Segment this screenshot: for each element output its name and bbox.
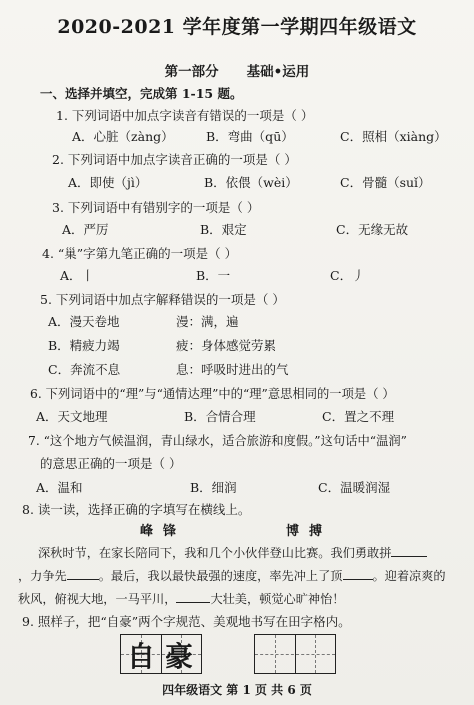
section-name: 基础•运用 bbox=[246, 64, 310, 80]
q7-stem-line1: 7. “这个地方气候温润，青山绿水，适合旅游和度假。”这句话中“温润” bbox=[28, 434, 407, 448]
q5-option-a-def: 漫：满，遍 bbox=[176, 314, 239, 329]
q1-option-a: A．心脏（zàng） bbox=[72, 129, 174, 144]
section-part: 第一部分 bbox=[164, 64, 219, 80]
q8-passage-text-2c: 。迎着凉爽的 bbox=[372, 569, 446, 583]
q5-option-c-def: 息：呼吸时进出的气 bbox=[176, 362, 289, 377]
q2-stem: 2. 下列词语中加点字读音正确的一项是（ ） bbox=[52, 152, 297, 167]
q7-option-c: C．温暖润湿 bbox=[318, 480, 391, 495]
section-header bbox=[0, 60, 474, 80]
q8-passage-line3 bbox=[18, 590, 345, 607]
q4-stem: 4. “巢”字第九笔正确的一项是（ ） bbox=[42, 246, 238, 261]
q6-option-b: B．合情合理 bbox=[184, 409, 256, 424]
q7-option-b: B．细润 bbox=[190, 480, 237, 495]
q3-option-b: B．艰定 bbox=[200, 222, 247, 237]
q8-passage-text-3b: 大壮美，顿觉心旷神怡！ bbox=[210, 592, 345, 606]
q7-option-a: A．温和 bbox=[36, 480, 83, 495]
q5-option-b: B．精疲力竭 bbox=[48, 338, 120, 353]
sample-char-2: 豪 bbox=[165, 640, 194, 673]
q5-option-c: C．奔流不息 bbox=[48, 362, 121, 377]
instruction: 一、选择并填空，完成第 1-15 题。 bbox=[40, 86, 243, 101]
q2-option-b: B．依偎（wèi） bbox=[204, 175, 298, 190]
q6-option-a: A．天文地理 bbox=[36, 409, 108, 424]
page-footer: 四年级语文 第 1 页 共 6 页 bbox=[162, 683, 312, 697]
q8-passage-text-2a: ，力争先 bbox=[18, 569, 67, 583]
q8-word-group-2: 博搏 bbox=[286, 524, 333, 539]
sample-char-1: 自 bbox=[127, 640, 156, 673]
q9-stem: 9. 照样子，把“自豪”两个字规范、美观地书写在田字格内。 bbox=[22, 614, 351, 629]
q3-option-a: A．严厉 bbox=[62, 222, 109, 237]
q6-stem: 6. 下列词语中的“理”与“通情达理”中的“理”意思相同的一项是（ ） bbox=[30, 387, 395, 401]
q5-option-b-def: 疲：身体感觉劳累 bbox=[176, 338, 277, 353]
q5-option-a: A．漫天卷地 bbox=[48, 314, 120, 329]
q8-word-group-1: 峰锋 bbox=[140, 524, 187, 539]
q5-stem: 5. 下列词语中加点字解释错误的一项是（ ） bbox=[40, 292, 285, 307]
q6-option-c: C．置之不理 bbox=[322, 409, 395, 424]
q4-option-a: A．丨 bbox=[60, 268, 95, 283]
q8-passage-text-2b: 。最后，我以最快最强的速度，率先冲上了顶 bbox=[98, 569, 343, 583]
q2-option-a: A．即使（jì） bbox=[68, 175, 148, 190]
q1-option-b: B．弯曲（qū） bbox=[206, 129, 294, 144]
q8-blank-1[interactable] bbox=[391, 544, 427, 557]
q8-passage-line2 bbox=[18, 567, 446, 584]
q3-option-c: C．无缘无故 bbox=[336, 222, 409, 237]
page-title: 2020-2021 学年度第一学期四年级语文 bbox=[57, 16, 417, 38]
q8-passage-line1 bbox=[38, 544, 427, 561]
q2-option-c: C．骨髓（suǐ） bbox=[340, 175, 431, 190]
q8-blank-3[interactable] bbox=[343, 567, 373, 580]
q4-option-b: B．一 bbox=[196, 268, 231, 283]
q8-passage-text-1: 深秋时节，在家长陪同下，我和几个小伙伴登山比赛。我们勇敢拼 bbox=[38, 546, 392, 560]
q4-option-c: C．丿 bbox=[330, 268, 365, 283]
sample-writing-grid bbox=[120, 634, 202, 674]
q7-stem-line2: 的意思正确的一项是（ ） bbox=[40, 456, 182, 471]
q8-blank-2[interactable] bbox=[67, 567, 99, 580]
q3-stem: 3. 下列词语中有错别字的一项是（ ） bbox=[52, 200, 260, 215]
q1-option-c: C．照相（xiàng） bbox=[340, 129, 447, 144]
q8-blank-4[interactable] bbox=[176, 590, 210, 603]
q1-stem: 1. 下列词语中加点字读音有错误的一项是（ ） bbox=[56, 108, 314, 123]
q8-passage-text-3a: 秋风，俯视大地，一马平川， bbox=[18, 592, 177, 606]
answer-writing-grid[interactable] bbox=[254, 634, 336, 674]
q8-stem: 8. 读一读，选择正确的字填写在横线上。 bbox=[22, 502, 251, 517]
